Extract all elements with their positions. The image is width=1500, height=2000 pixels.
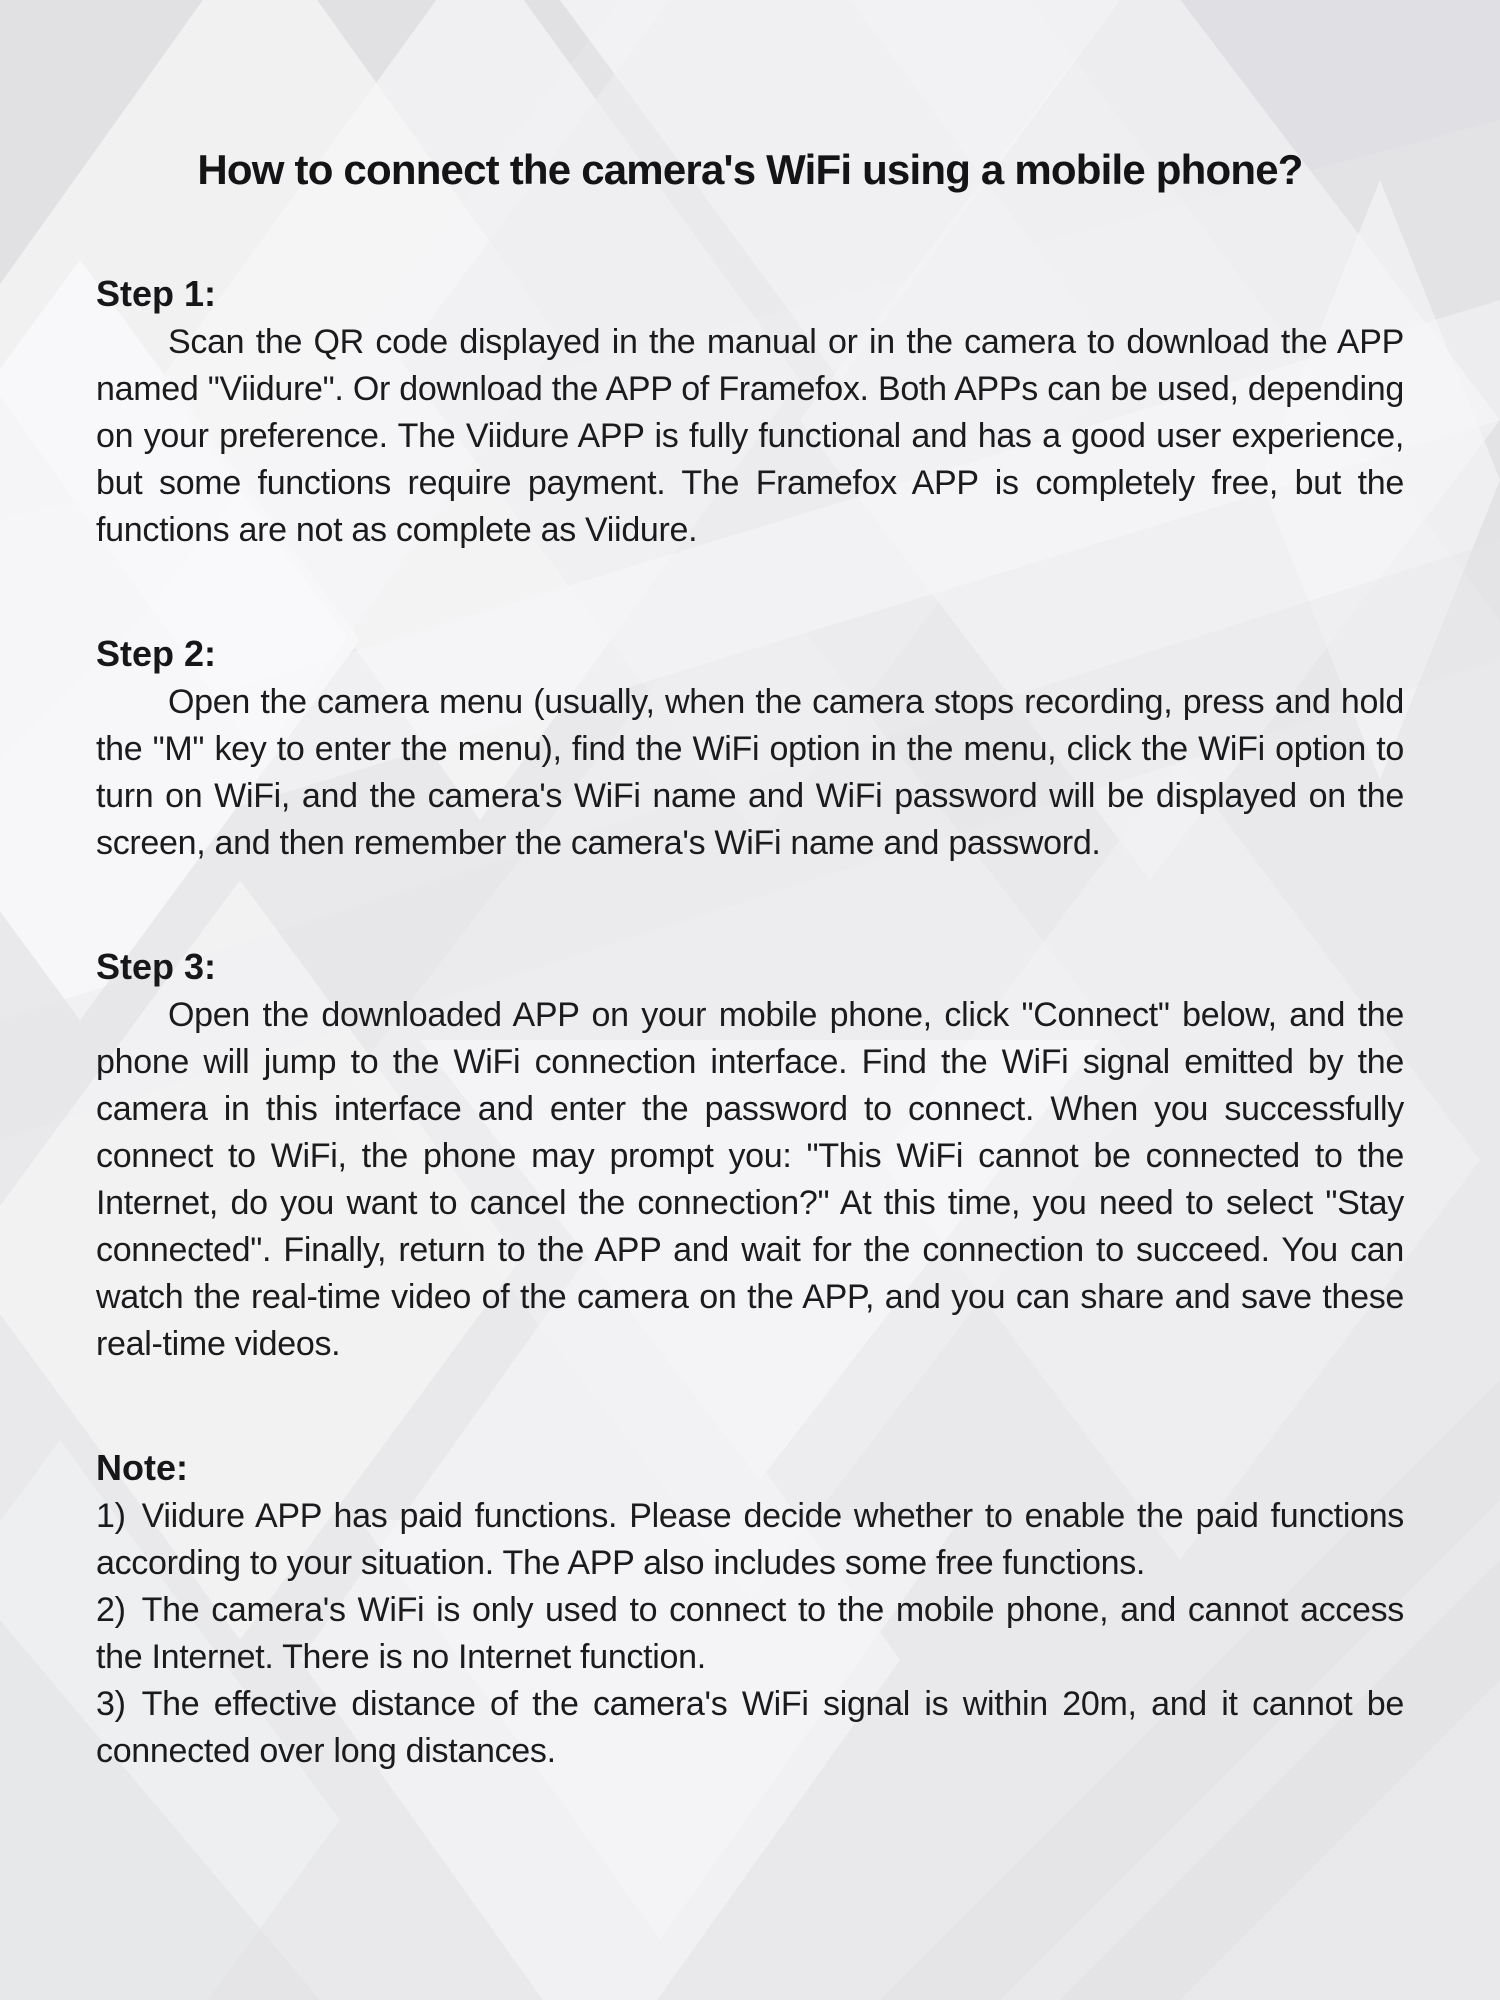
note-item-3-text: The effective distance of the camera's WiFi signal is within 20m, and it cannot be connected over long distances.	[96, 1685, 1404, 1770]
note-item-1-text: Viidure APP has paid functions. Please decide whether to enable the paid functions according to your situation. The APP also includes some free functions.	[96, 1497, 1404, 1582]
step-2-heading: Step 2:	[96, 633, 217, 674]
note-heading: Note:	[96, 1447, 188, 1488]
step-2-paragraph: Open the camera menu (usually, when the camera stops recording, press and hold the "M" key to enter the menu), find the WiFi option in the menu, click the WiFi option to turn on WiFi, and the camera's WiFi name and WiFi password will be displayed on the screen, and then remember the camera's WiFi name and password.	[96, 683, 1404, 862]
step-2-section	[96, 630, 1404, 867]
step-1-heading: Step 1:	[96, 273, 217, 314]
note-item-2-text: The camera's WiFi is only used to connect to the mobile phone, and cannot access the Internet. There is no Internet function.	[96, 1591, 1404, 1676]
step-1-paragraph: Scan the QR code displayed in the manual or in the camera to download the APP named "Viidure". Or download the APP of Framefox. Both APPs can be used, depending on your preference. The Viidure APP is fully functional and has a good user experience, but some functions require payment. The Framefox APP is completely free, but the functions are not as complete as Viidure.	[96, 323, 1404, 549]
step-3-paragraph: Open the downloaded APP on your mobile phone, click "Connect" below, and the phone will jump to the WiFi connection interface. Find the WiFi signal emitted by the camera in this interface and enter the password to connect. When you successfully connect to WiFi, the phone may prompt you: "This WiFi cannot be connected to the Internet, do you want to cancel the connection?" At this time, you need to select "Stay connected". Finally, return to the APP and wait for the connection to succeed. You can watch the real-time video of the camera on the APP, and you can share and save these real-time videos.	[96, 996, 1404, 1363]
note-item-3-marker: 3)	[96, 1685, 126, 1723]
note-item-2-marker: 2)	[96, 1591, 126, 1629]
step-3-heading: Step 3:	[96, 946, 217, 987]
step-3-section	[96, 943, 1404, 1368]
note-item-2	[96, 1587, 1404, 1681]
note-item-1	[96, 1493, 1404, 1587]
note-item-1-marker: 1)	[96, 1497, 126, 1535]
note-item-3	[96, 1681, 1404, 1775]
step-1-section	[96, 270, 1404, 554]
page-title: How to connect the camera's WiFi using a mobile phone?	[197, 146, 1303, 193]
note-section	[96, 1444, 1404, 1775]
